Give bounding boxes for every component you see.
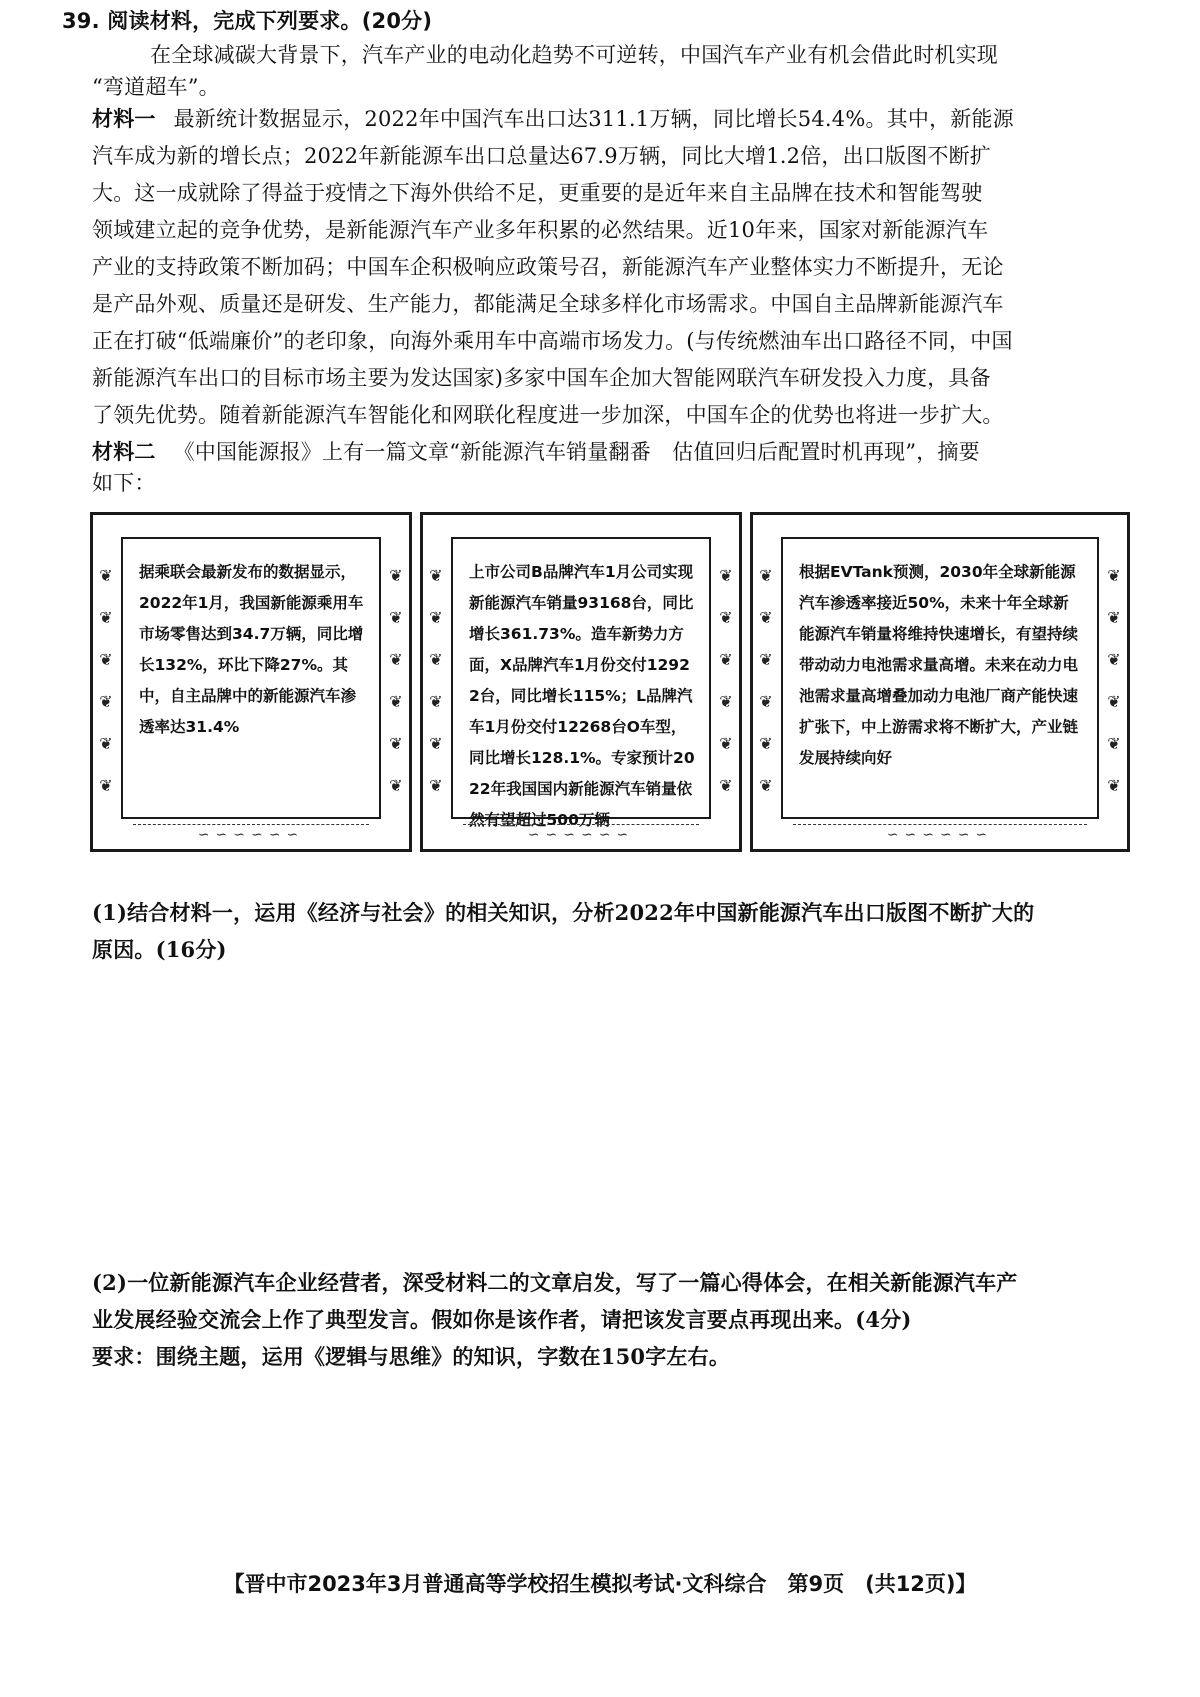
question-1-line-1: (1)结合材料一，运用《经济与社会》的相关知识，分析2022年中国新能源汽车出口版图不断扩大的 [92,900,1035,925]
material2-label: 材料二 [92,439,156,464]
news-panel-1 [90,512,412,852]
material1-line-3: 大。这一成就除了得益于疫情之下海外供给不足，更重要的是近年来自主品牌在技术和智能驾驶 [92,181,983,205]
question-1-line-2: 原因。(16分) [92,937,227,962]
news-panel-2 [420,512,742,852]
panel-text-1: 据乘联会最新发布的数据显示，2022年1月，我国新能源乘用车市场零售达到34.7万辆，同比增长132%，环比下降27%。其中，自主品牌中的新能源汽车渗透率达31.4% [139,563,364,736]
panel-text-2: 上市公司B品牌汽车1月公司实现新能源汽车销量93168台，同比增长361.73%。造车新势力方面，X品牌汽车1月份交付12922台，同比增长115%；L品牌汽车1月份交付12268台O车型，同比增长128.1%。专家预计2022年我国国内新能源汽车销量依然有望超过500万辆 [469,563,695,829]
scroll-ornament-icon: ❦ ❦ ❦ ❦ ❦ ❦ [429,566,443,795]
question-2-requirement: 要求：围绕主题，运用《逻辑与思维》的知识，字数在150字左右。 [92,1344,731,1369]
scroll-ornament-icon: ❦ ❦ ❦ ❦ ❦ ❦ [719,566,733,795]
material2-panels [90,512,1130,854]
scroll-ornament-icon: ❦ ❦ ❦ ❦ ❦ ❦ [1107,566,1121,795]
material2-text: 《中国能源报》上有一篇文章“新能源汽车销量翻番 估值回归后配置时机再现”，摘要 [173,440,980,464]
material1-line-4: 领域建立起的竞争优势，是新能源汽车产业多年积累的必然结果。近10年来，国家对新能源汽车 [92,218,989,242]
panel-inner-frame [451,537,711,829]
panel-inner-frame [781,537,1099,819]
material1-label: 材料一 [92,106,156,131]
intro-line-2: “弯道超车”。 [92,75,220,99]
scroll-ornament-icon: ❦ ❦ ❦ ❦ ❦ ❦ [99,566,113,795]
material1-line-9: 了领先优势。随着新能源汽车智能化和网联化程度进一步加深，中国车企的优势也将进一步扩大。 [92,403,1004,427]
scroll-ornament-icon: ∽∽∽∽∽∽ [793,824,1087,845]
scroll-ornament-icon: ❦ ❦ ❦ ❦ ❦ ❦ [759,566,773,795]
material1-line-7: 正在打破“低端廉价”的老印象，向海外乘用车中高端市场发力。(与传统燃油车出口路径不同，中国 [92,329,1013,353]
question-2-line-2: 业发展经验交流会上作了典型发言。假如你是该作者，请把该发言要点再现出来。(4分) [92,1307,912,1332]
scroll-ornament-icon: ∽∽∽∽∽∽ [133,824,369,845]
scroll-ornament-icon: ❦ ❦ ❦ ❦ ❦ ❦ [389,566,403,795]
news-panel-3 [750,512,1130,852]
material1-text: 最新统计数据显示，2022年中国汽车出口达311.1万辆，同比增长54.4%。其中，新能源 [173,107,1014,131]
material1-line-6: 是产品外观、质量还是研发、生产能力，都能满足全球多样化市场需求。中国自主品牌新能源汽车 [92,292,1004,316]
material1-line-5: 产业的支持政策不断加码；中国车企积极响应政策号召，新能源汽车产业整体实力不断提升，无论 [92,255,1004,279]
material1-line-8: 新能源汽车出口的目标市场主要为发达国家)多家中国车企加大智能网联汽车研发投入力度，具备 [92,366,991,390]
panel-inner-frame [121,537,381,819]
intro-line-1: 在全球减碳大背景下，汽车产业的电动化趋势不可逆转，中国汽车产业有机会借此时机实现 [150,43,998,67]
panel-text-3: 根据EVTank预测，2030年全球新能源汽车渗透率接近50%，未来十年全球新能源汽车销量将维持快速增长，有望持续带动动力电池需求量高增。未来在动力电池需求量高增叠加动力电池厂商产能快速扩张下，中上游需求将不断扩大，产业链发展持续向好 [799,563,1079,767]
page-footer: 【晋中市2023年3月普通高等学校招生模拟考试·文科综合 第9页 (共12页)】 [223,1572,977,1596]
material2-line-2: 如下： [92,471,156,495]
scroll-ornament-icon: ∽∽∽∽∽∽ [463,824,699,845]
material1-line-1 [92,104,1122,134]
material1-line-2: 汽车成为新的增长点；2022年新能源车出口总量达67.9万辆，同比大增1.2倍，出口版图不断扩 [92,144,991,168]
material2-line-1 [92,437,1122,467]
question-2-line-1: (2)一位新能源汽车企业经营者，深受材料二的文章启发，写了一篇心得体会，在相关新能源汽车产 [92,1270,1018,1295]
question-title: 39. 阅读材料，完成下列要求。(20分) [62,9,433,33]
